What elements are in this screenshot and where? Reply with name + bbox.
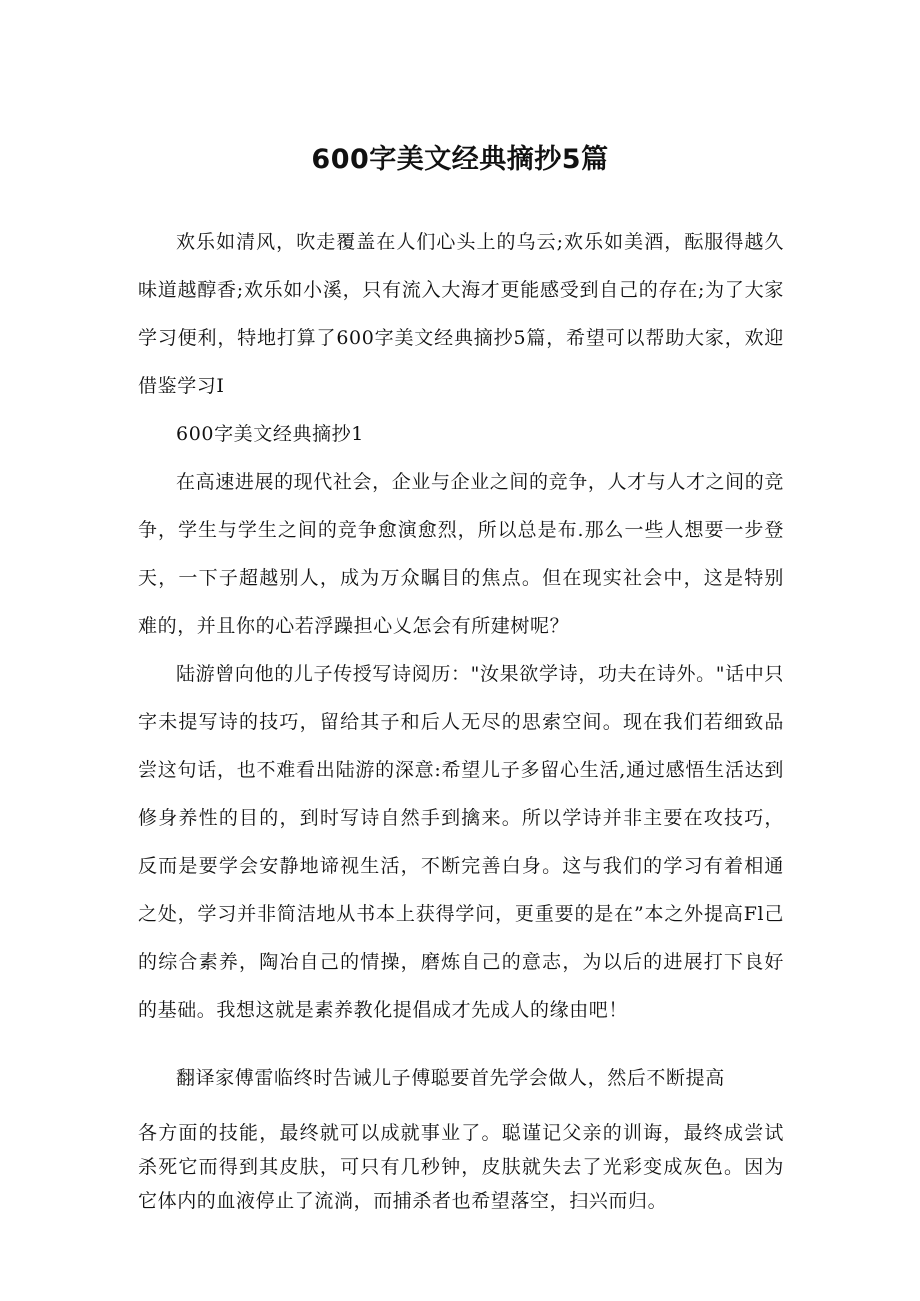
body-paragraph-4: 各方面的技能，最终就可以成就事业了。聪谨记父亲的训诲，最终成尝试杀死它而得到其皮肤，可只有几秒钟，皮肤就失去了光彩变成灰色。因为它体内的血液停止了流淌，而捕杀者也希望落空，扫兴而归。 <box>138 1122 784 1212</box>
body-paragraph-3: 翻译家傅雷临终时告诫儿子傅聪要首先学会做人，然后不断提高 <box>176 1067 725 1089</box>
intro-paragraph: 欢乐如清风，吹走覆盖在人们心头上的乌云;欢乐如美酒，酝服得越久味道越醇香;欢乐如小溪，只有流入大海才更能感受到自己的存在;为了大家学习便利，特地打算了600字美文经典摘抄5篇，希望可以帮助大家，欢迎借鉴学习I <box>138 231 784 397</box>
section-heading: 600字美文经典摘抄1 <box>176 423 364 445</box>
document-body <box>138 218 784 1218</box>
body-paragraph-2: 陆游曾向他的儿子传授写诗阅历："汝果欲学诗，功夫在诗外。"话中只字未提写诗的技巧，留给其子和后人无尽的思索空间。现在我们若细致品尝这句话，也不难看出陆游的深意:希望儿子多留心生活,通过感悟生活达到修身养性的目的，到时写诗自然手到擒来。所以学诗并非主要在攻技巧，反而是要学会安静地谛视生活，不断完善白身。这与我们的学习有着相通之处，学习并非简洁地从书本上获得学问，更重要的是在”本之外提高Fl己的综合素养，陶冶自己的情操，磨炼自己的意志，为以后的进展打下良好的基础。我想这就是素养教化提倡成才先成人的缘由吧！ <box>138 663 784 1021</box>
document-title: 600字美文经典摘抄5篇 <box>311 144 609 175</box>
body-paragraph-1: 在高速进展的现代社会，企业与企业之间的竞争，人才与人才之间的竞争，学生与学生之间的竞争愈演愈烈，所以总是布.那么一些人想要一步登天，一下子超越别人，成为万众瞩目的焦点。但在现实社会中，这是特别难的，并且你的心若浮躁担心乂怎会有所建树呢？ <box>138 471 784 637</box>
